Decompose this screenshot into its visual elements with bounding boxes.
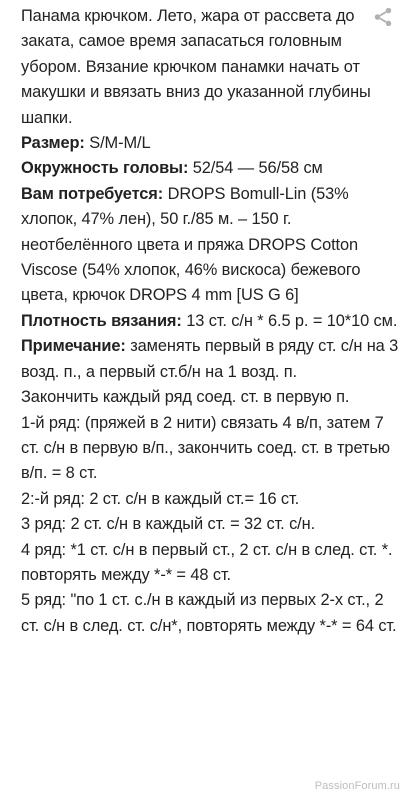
row-5-text: 5 ряд: "по 1 ст. с./н в каждый из первых 2-х ст., 2 ст. с/н в след. ст. с/н*, повторять между *-* = 64 ст. (21, 591, 397, 635)
row-1-text: 1-й ряд: (пряжей в 2 нити) связать 4 в/п, затем 7 ст. с/н в первую в/п., закончить соед. ст. в третью в/п. = 8 ст. (21, 413, 390, 483)
row-3-text: 3 ряд: 2 ст. с/н в каждый ст. = 32 ст. с/н. (21, 515, 316, 534)
note-line (21, 334, 399, 385)
gauge-value: 13 ст. с/н * 6.5 р. = 10*10 см. (181, 311, 398, 330)
intro-text: Панама крючком. Лето, жара от рассвета до заката, самое время запасаться головным убором. Вязание крючком панамки начать от макушки и ввязать вниз до указанной глубины шапки. (21, 7, 371, 127)
row-4-text: 4 ряд: *1 ст. с/н в первый ст., 2 ст. с/н в след. ст. *. повторять между *-* = 48 ст. (21, 540, 393, 584)
gauge-label: Плотность вязания: (21, 311, 182, 330)
note-label: Примечание: (21, 337, 126, 356)
watermark: PassionForum.ru (314, 780, 400, 792)
size-value: S/M-M/L (84, 134, 151, 153)
head-circumference-value: 52/54 — 56/58 см (188, 159, 323, 178)
size-line (21, 131, 399, 156)
note-value: заменять первый в ряду ст. с/н на 3 возд. п., а первый ст.б/н на 1 возд. п. (21, 337, 399, 381)
materials-value: DROPS Bomull-Lin (53% хлопок, 47% лен), 50 г./85 м. – 150 г. неотбелённого цвета и пряжа DROPS Cotton Viscose (54% хлопок, 46% вискоса) бежевого цвета, крючок DROPS 4 mm [US G 6] (21, 184, 361, 305)
gauge-line (21, 309, 399, 334)
finish-row-text: Закончить каждый ряд соед. ст. в первую п. (21, 388, 350, 407)
article-body (21, 4, 399, 639)
size-label: Размер: (21, 134, 85, 153)
materials-label: Вам потребуется: (21, 184, 164, 203)
head-circumference-line (21, 156, 399, 181)
head-circumference-label: Окружность головы: (21, 159, 189, 178)
row-2-text: 2:-й ряд: 2 ст. с/н в каждый ст.= 16 ст. (21, 489, 300, 508)
materials-line (21, 182, 399, 309)
